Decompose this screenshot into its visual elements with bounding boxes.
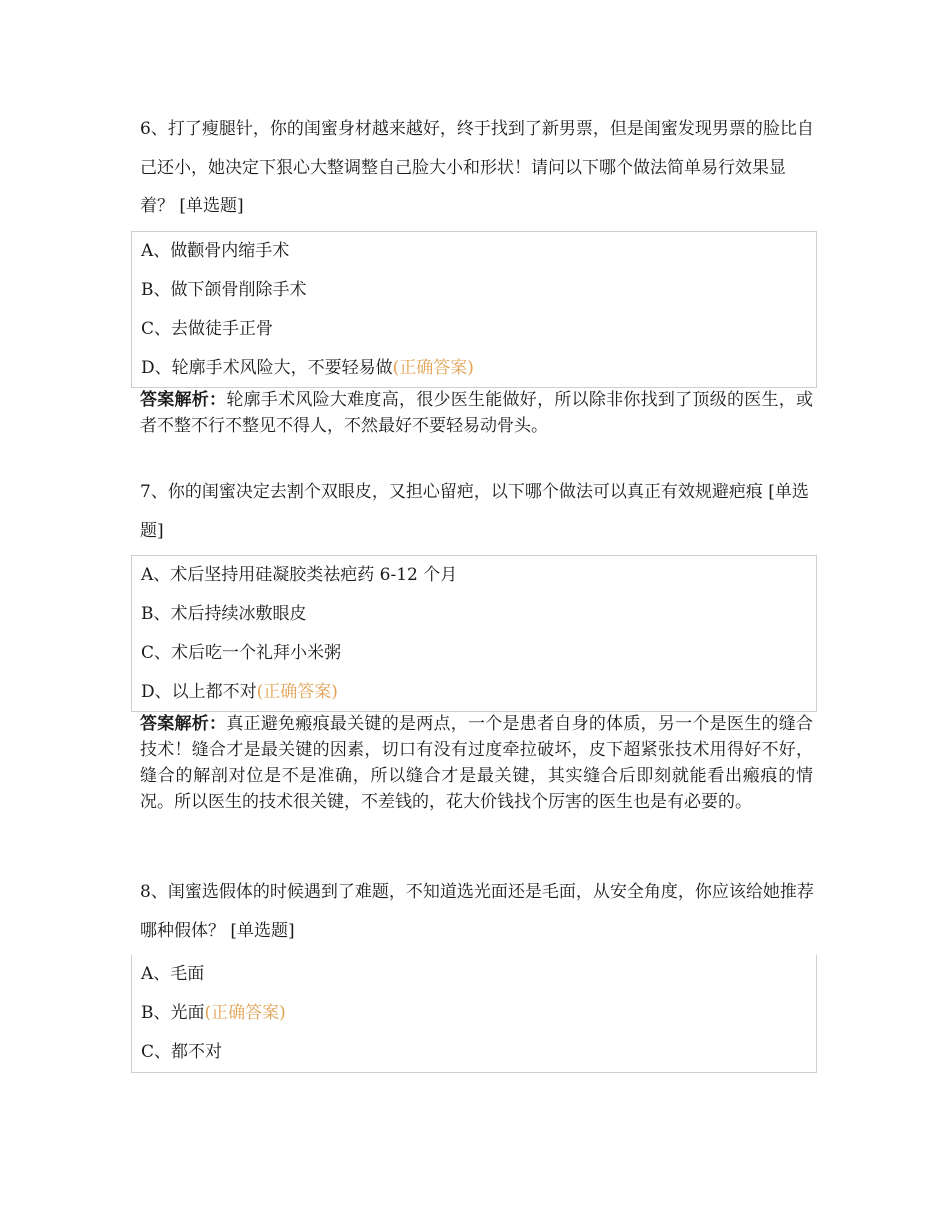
question-7-options [131,555,817,712]
q7-analysis-label: 答案解析： [140,714,227,734]
question-6-text: 6、打了瘦腿针，你的闺蜜身材越来越好，终于找到了新男票，但是闺蜜发现男票的脸比自己还小，她决定下狠心大整调整自己脸大小和形状！请问以下哪个做法简单易行效果显着？ [单选题] [140,119,814,216]
question-6-options [131,231,817,388]
q7-option-c: C、术后吃一个礼拜小米粥 [141,643,342,663]
q8-option-c: C、都不对 [141,1042,223,1062]
question-8-options [131,955,817,1073]
q6-option-b: B、做下颌骨削除手术 [141,280,307,300]
q7-option-d [141,680,338,704]
question-7-analysis [140,711,813,815]
q6-option-c: C、去做徒手正骨 [141,319,274,339]
q8-correct-answer-tag: (正确答案) [204,1003,286,1023]
q7-correct-answer-tag: (正确答案) [256,682,338,702]
question-7-text: 7、你的闺蜜决定去割个双眼皮，又担心留疤，以下哪个做法可以真正有效规避疤痕 [单选题] [140,482,809,541]
question-6-analysis [140,387,813,439]
q6-option-a: A、做颧骨内缩手术 [141,241,290,261]
q6-correct-answer-tag: (正确答案) [392,358,474,378]
q8-option-a: A、毛面 [141,964,205,984]
q6-option-d [141,356,474,380]
q6-analysis-text: 轮廓手术风险大难度高，很少医生能做好，所以除非你找到了顶级的医生，或者不整不行不整见不得人，不然最好不要轻易动骨头。 [140,390,814,436]
q8-option-b [141,1001,286,1025]
q7-analysis-text: 真正避免瘢痕最关键的是两点，一个是患者自身的体质，另一个是医生的缝合技术！缝合才是最关键的因素，切口有没有过度牵拉破坏，皮下超紧张技术用得好不好，缝合的解剖对位是不是准确，所以缝合才是最关键，其实缝合后即刻就能看出瘢痕的情况。所以医生的技术很关键，不差钱的，花大价钱找个厉害的医生也是有必要的。 [140,714,814,812]
q6-analysis-label: 答案解析： [140,390,227,410]
q7-option-b: B、术后持续冰敷眼皮 [141,604,307,624]
q7-option-d-text: D、以上都不对 [141,682,257,702]
question-8-text: 8、闺蜜选假体的时候遇到了难题，不知道选光面还是毛面，从安全角度，你应该给她推荐哪种假体？ [单选题] [140,882,814,941]
q7-option-a: A、术后坚持用硅凝胶类祛疤药 6-12 个月 [141,565,458,585]
q8-option-b-text: B、光面 [141,1003,205,1023]
q6-option-d-text: D、轮廓手术风险大，不要轻易做 [141,358,393,378]
